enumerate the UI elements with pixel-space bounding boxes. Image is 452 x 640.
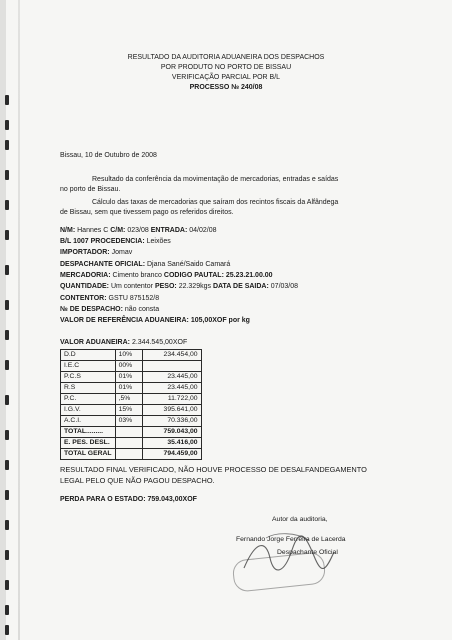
- table-row: [61, 383, 202, 394]
- tax-name-cell: I.G.V.: [61, 405, 116, 416]
- vessel-line: [60, 226, 216, 235]
- quantidade-line: [60, 282, 298, 291]
- tax-value-cell: 23.445,00: [142, 383, 201, 394]
- handwritten-signature: [236, 530, 336, 580]
- procedencia-value: Leixões: [146, 238, 171, 245]
- table-row: [61, 438, 202, 449]
- peso-label: PESO:: [154, 283, 177, 290]
- tax-rate-cell: 03%: [115, 416, 142, 427]
- table-row: [61, 405, 202, 416]
- binding-hole: [5, 200, 9, 210]
- procedencia-label: PROCEDENCIA:: [90, 238, 145, 245]
- tax-rate-cell: [115, 449, 142, 460]
- tax-name-cell: D.D: [61, 350, 116, 361]
- document-date: Bissau, 10 de Outubro de 2008: [60, 152, 157, 159]
- bl-number: B/L 1007: [60, 238, 89, 245]
- table-row: [61, 394, 202, 405]
- binding-hole: [5, 580, 9, 590]
- importador-value: Jomav: [111, 249, 133, 256]
- header-line-2: POR PRODUTO NO PORTO DE BISSAU: [160, 64, 292, 71]
- quantidade-label: QUANTIDADE:: [60, 283, 109, 290]
- codigo-value: 25.23.21.00.00: [225, 272, 273, 279]
- codigo-label: CODIGO PAUTAL:: [163, 272, 224, 279]
- entrada-label: ENTRADA:: [150, 227, 188, 234]
- binding-hole: [5, 550, 9, 560]
- tax-name-cell: A.C.I.: [61, 416, 116, 427]
- tax-value-cell: 35.416,00: [142, 438, 201, 449]
- saida-label: DATA DE SAIDA:: [212, 283, 269, 290]
- tax-table: [60, 349, 202, 460]
- tax-name-cell: TOTAL.........: [61, 427, 116, 438]
- binding-hole: [5, 520, 9, 530]
- binding-hole: [5, 120, 9, 130]
- tax-rate-cell: 00%: [115, 361, 142, 372]
- paragraph-2-line-1: Cálculo das taxas de mercadorias que saíram dos recintos fiscais da Alfândega: [92, 199, 339, 206]
- tax-name-cell: TOTAL GERAL: [61, 449, 116, 460]
- table-row: [61, 361, 202, 372]
- table-row: [61, 416, 202, 427]
- despacho-value: não consta: [124, 306, 160, 313]
- table-row: [61, 449, 202, 460]
- signature-name: Fernando Jorge Ferreira de Lacerda: [236, 536, 346, 543]
- binding-hole: [5, 625, 9, 635]
- entrada-value: 04/02/08: [189, 227, 217, 234]
- binding-hole: [5, 605, 9, 615]
- despacho-line: [60, 305, 159, 314]
- binding-hole: [5, 360, 9, 370]
- nm-label: N/M:: [60, 227, 76, 234]
- binding-hole: [5, 265, 9, 275]
- valor-aduaneira-value: 2.344.545,00XOF: [131, 339, 188, 346]
- referencia-line: [60, 316, 250, 325]
- importador-line: [60, 248, 132, 257]
- paragraph-1-line-1: Resultado da conferência da movimentação de mercadorias, entradas e saídas: [92, 176, 339, 183]
- paragraph-1-line-2: no porto de Bissau.: [60, 186, 121, 193]
- tax-value-cell: 70.336,00: [142, 416, 201, 427]
- saida-value: 07/03/08: [270, 283, 299, 290]
- binding-hole: [5, 170, 9, 180]
- referencia-label: VALOR DE REFERÊNCIA ADUANEIRA:: [60, 317, 189, 324]
- table-row: [61, 427, 202, 438]
- result-line-1: RESULTADO FINAL VERIFICADO, NÃO HOUVE PROCESSO DE DESALFANDEGAMENTO: [60, 465, 367, 474]
- contentor-value: GSTU 875152/8: [108, 295, 160, 302]
- result-line-2: LEGAL PELO QUE NÃO PAGOU DESPACHO.: [60, 476, 215, 485]
- tax-value-cell: 794.459,00: [142, 449, 201, 460]
- binding-hole: [5, 490, 9, 500]
- tax-name-cell: P.C.S: [61, 372, 116, 383]
- tax-value-cell: 234.454,00: [142, 350, 201, 361]
- binding-hole: [5, 140, 9, 150]
- tax-value-cell: [142, 361, 201, 372]
- tax-rate-cell: [115, 427, 142, 438]
- despachante-label: DESPACHANTE OFICIAL:: [60, 261, 146, 268]
- bl-line: [60, 237, 171, 246]
- tax-rate-cell: [115, 438, 142, 449]
- tax-name-cell: E. PES. DESL.: [61, 438, 116, 449]
- table-row: [61, 350, 202, 361]
- importador-label: IMPORTADOR:: [60, 249, 110, 256]
- signature-author-label: Autor da auditoria,: [272, 516, 328, 523]
- tax-name-cell: P.C.: [61, 394, 116, 405]
- header-line-3: VERIFICAÇÃO PARCIAL POR B/L: [171, 74, 281, 81]
- signature-title: Despachante Oficial: [277, 549, 338, 556]
- binding-hole: [5, 95, 9, 105]
- binding-hole: [5, 330, 9, 340]
- header-line-1: RESULTADO DA AUDITORIA ADUANEIRA DOS DESPACHOS: [127, 54, 325, 61]
- tax-value-cell: 23.445,00: [142, 372, 201, 383]
- perda-para-estado: PERDA PARA O ESTADO: 759.043,00XOF: [60, 496, 197, 503]
- despachante-line: [60, 260, 230, 269]
- header-process-number: PROCESSO № 240/08: [189, 84, 263, 91]
- referencia-value: 105,00XOF por kg: [190, 317, 250, 324]
- tax-rate-cell: 01%: [115, 372, 142, 383]
- valor-aduaneira-label: VALOR ADUANEIRA:: [60, 339, 130, 346]
- tax-value-cell: 395.641,00: [142, 405, 201, 416]
- binding-holes: [5, 0, 15, 640]
- tax-rate-cell: 15%: [115, 405, 142, 416]
- document-header: [0, 53, 452, 93]
- nm-value: Hannes C: [77, 227, 109, 234]
- tax-value-cell: 759.043,00: [142, 427, 201, 438]
- binding-hole: [5, 395, 9, 405]
- tax-name-cell: I.E.C: [61, 361, 116, 372]
- tax-name-cell: R.S: [61, 383, 116, 394]
- peso-value: 22.329kgs: [178, 283, 211, 290]
- cm-label: C/M:: [110, 227, 126, 234]
- paragraph-2-line-2: de Bissau, sem que tivessem pago os referidos direitos.: [60, 209, 234, 216]
- tax-rate-cell: ,5%: [115, 394, 142, 405]
- tax-rate-cell: 10%: [115, 350, 142, 361]
- contentor-label: CONTENTOR:: [60, 295, 107, 302]
- mercadoria-label: MERCADORIA:: [60, 272, 111, 279]
- table-row: [61, 372, 202, 383]
- binding-hole: [5, 430, 9, 440]
- page-fold-line: [18, 0, 20, 640]
- mercadoria-value: Cimento branco: [112, 272, 162, 279]
- tax-value-cell: 11.722,00: [142, 394, 201, 405]
- valor-aduaneira-line: [60, 338, 187, 347]
- binding-hole: [5, 460, 9, 470]
- quantidade-value: Um contentor: [110, 283, 153, 290]
- cm-value: 023/08: [127, 227, 149, 234]
- binding-hole: [5, 230, 9, 240]
- despachante-value: Djana Sané/Saido Camará: [147, 261, 231, 268]
- despacho-label: № DE DESPACHO:: [60, 306, 123, 313]
- mercadoria-line: [60, 271, 273, 280]
- contentor-line: [60, 294, 159, 303]
- binding-hole: [5, 300, 9, 310]
- tax-rate-cell: 01%: [115, 383, 142, 394]
